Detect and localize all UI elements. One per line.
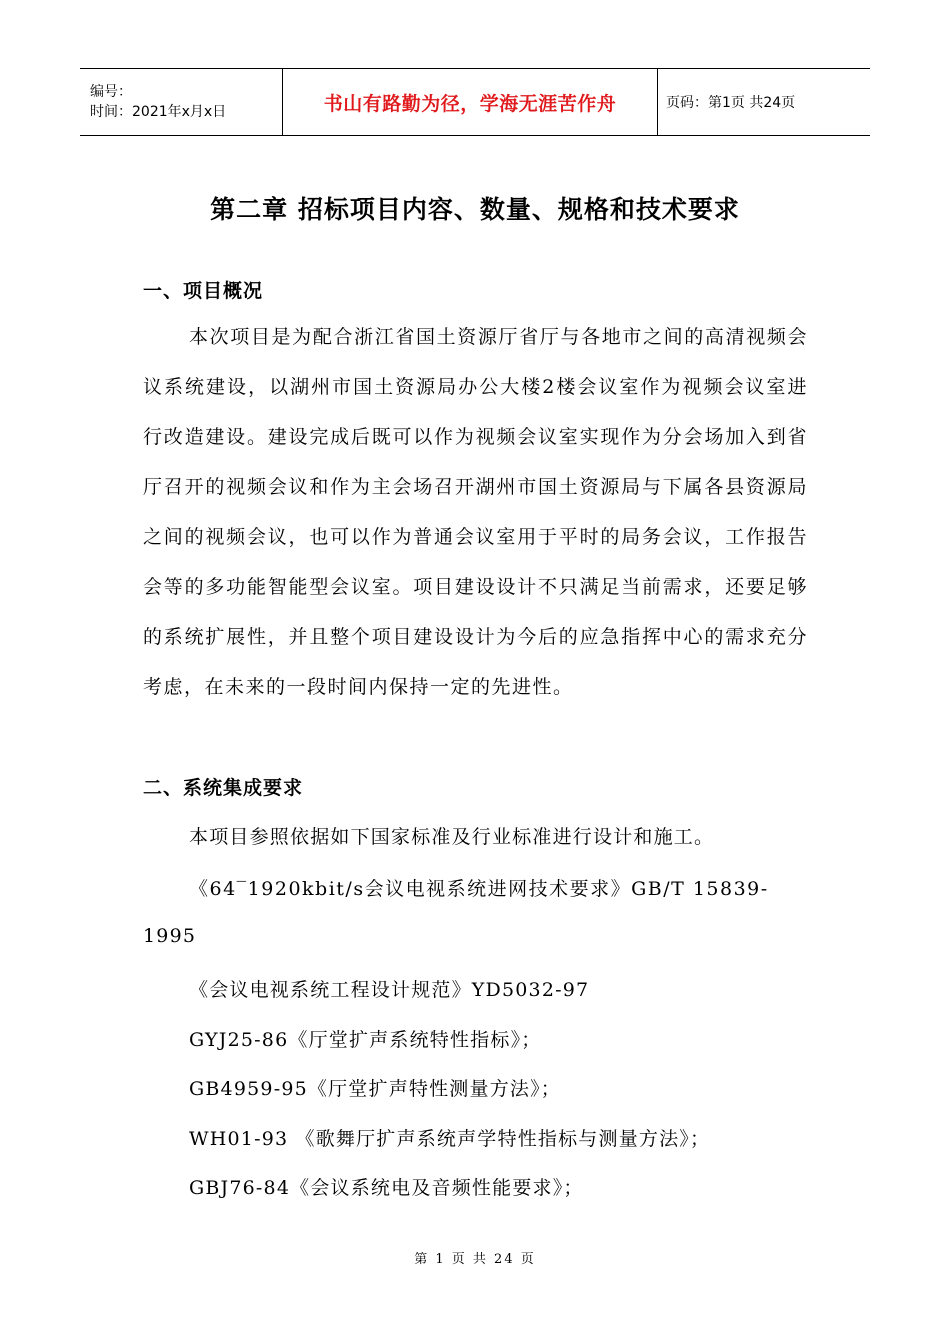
standard-item: GB4959-95《厅堂扩声特性测量方法》；	[189, 1078, 561, 1100]
standard-item: GBJ76-84《会议系统电及音频性能要求》；	[189, 1177, 584, 1199]
section-heading-integration: 二、系统集成要求	[143, 777, 304, 799]
serial-label: 编号：	[90, 84, 132, 100]
standard-item-continuation: 1995	[143, 925, 197, 947]
date-label: 时间：2021年x月x日	[90, 104, 227, 120]
header-page-info: 页码：第1页 共24页	[666, 95, 796, 111]
header-motto: 书山有路勤为径，学海无涯苦作舟	[323, 92, 617, 115]
standard-item: 《64‾1920kbit/s会议电视系统进网技术要求》GB/T 15839-	[189, 878, 769, 900]
page-footer: 第 1 页 共 24 页	[414, 1252, 536, 1267]
standard-item: WH01-93 《歌舞厅扩声系统声学特性指标与测量方法》；	[189, 1128, 711, 1150]
section-heading-overview: 一、项目概况	[143, 280, 264, 302]
document-header	[80, 68, 870, 136]
header-meta	[80, 69, 283, 135]
integration-intro: 本项目参照依据如下国家标准及行业标准进行设计和施工。	[189, 826, 715, 848]
chapter-title: 第二章 招标项目内容、数量、规格和技术要求	[210, 195, 740, 224]
header-motto-cell	[283, 69, 658, 135]
standard-item: GYJ25-86《厅堂扩声系统特性指标》；	[189, 1029, 542, 1051]
standard-item: 《会议电视系统工程设计规范》YD5032-97	[189, 979, 590, 1001]
header-page-info-cell	[658, 69, 870, 135]
overview-paragraph: 本次项目是为配合浙江省国土资源厅省厅与各地市之间的高清视频会议系统建设，以湖州市国土资源局办公大楼2楼会议室作为视频会议室进行改造建设。建设完成后既可以作为视频会议室实现作为分会场加入到省厅召开的视频会议和作为主会场召开湖州市国土资源局与下属各县资源局之间的视频会议，也可以作为普通会议室用于平时的局务会议，工作报告会等的多功能智能型会议室。项目建设设计不只满足当前需求，还要足够的系统扩展性，并且整个项目建设设计为今后的应急指挥中心的需求充分考虑，在未来的一段时间内保持一定的先进性。	[143, 326, 808, 698]
